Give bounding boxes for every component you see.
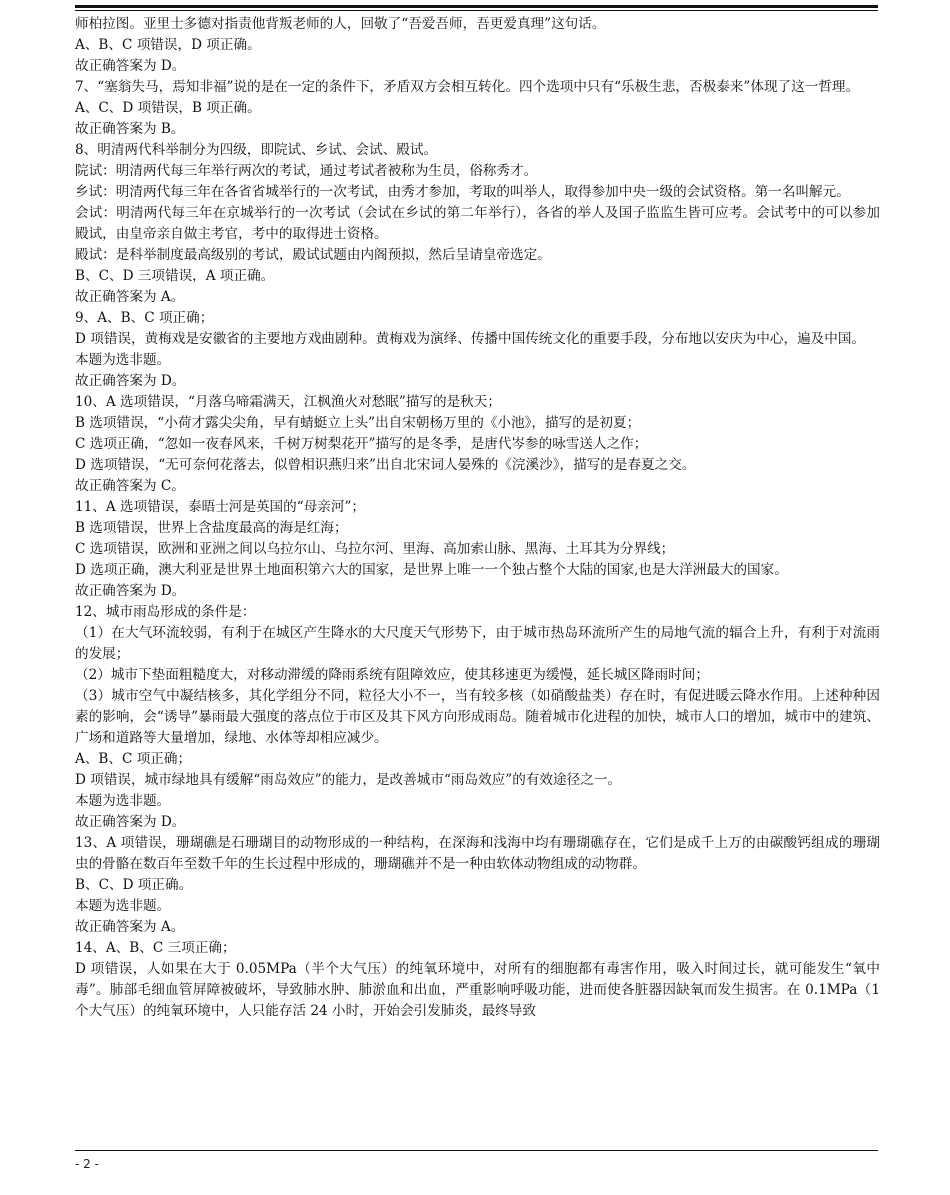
text-line: 师柏拉图。亚里士多德对指责他背叛老师的人，回敬了“吾爱吾师，吾更爱真理”这句话。 <box>75 16 606 32</box>
text-line: 本题为选非题。 <box>75 793 171 809</box>
text-line: 故正确答案为 D。 <box>75 814 186 830</box>
text-line: B、C、D 三项错误，A 项正确。 <box>75 268 275 284</box>
text-line: 故正确答案为 A。 <box>75 289 185 305</box>
text-line: A、C、D 项错误，B 项正确。 <box>75 100 261 116</box>
text-line: A、B、C 项正确； <box>75 751 192 767</box>
text-line: 院试：明清两代每三年举行两次的考试，通过考试者被称为生员，俗称秀才。 <box>75 163 538 179</box>
text-line: B、C、D 项正确。 <box>75 877 193 893</box>
text-line: 故正确答案为 B。 <box>75 121 185 137</box>
text-line: 故正确答案为 D。 <box>75 583 186 599</box>
text-line: （3）城市空气中凝结核多，其化学组分不同，粒径大小不一，当有较多核（如硝酸盐类）存在时，有促进暖云降水作用。上述种种因素的影响，会“诱导”暴雨最大强度的落点位于市区及其下风方向形成雨岛。随着城市化进程的加快，城市人口的增加，城市中的建筑、广场和道路等大量增加，绿地、水体等却相应减少。 <box>75 688 880 746</box>
text-line: 14、A、B、C 三项正确； <box>75 940 236 956</box>
text-line: 故正确答案为 D。 <box>75 373 186 389</box>
document-body <box>75 14 880 1022</box>
text-line: A、B、C 项错误，D 项正确。 <box>75 37 261 53</box>
text-line: B 选项错误，“小荷才露尖尖角，早有蜻蜓立上头”出自宋朝杨万里的《小池》，描写的是初夏； <box>75 415 641 431</box>
text-line: D 选项正确，澳大利亚是世界土地面积第六大的国家，是世界上唯一一个独占整个大陆的国家,也是大洋洲最大的国家。 <box>75 562 788 578</box>
text-line: D 项错误，城市绿地具有缓解“雨岛效应”的能力，是改善城市“雨岛效应”的有效途径之一。 <box>75 772 621 788</box>
text-line: 乡试：明清两代每三年在各省省城举行的一次考试，由秀才参加，考取的叫举人，取得参加中央一级的会试资格。第一名叫解元。 <box>75 184 850 200</box>
header-rule-thick <box>75 5 878 8</box>
text-line: 11、A 选项错误，泰晤士河是英国的“母亲河”； <box>75 499 366 515</box>
text-line: （2）城市下垫面粗糙度大，对移动滞缓的降雨系统有阻障效应，使其移速更为缓慢，延长城区降雨时间； <box>75 667 709 683</box>
text-line: 故正确答案为 A。 <box>75 919 185 935</box>
text-line: 8、明清两代科举制分为四级，即院试、乡试、会试、殿试。 <box>75 142 438 158</box>
text-line: （1）在大气环流较弱，有利于在城区产生降水的大尺度天气形势下，由于城市热岛环流所产生的局地气流的辐合上升，有利于对流雨的发展； <box>75 625 880 662</box>
text-line: D 项错误，人如果在大于 0.05MPa（半个大气压）的纯氧环境中，对所有的细胞都有毒害作用，吸入时间过长，就可能发生“氧中毒”。肺部毛细血管屏障被破坏，导致肺水肿、肺淤血和出血，严重影响呼吸功能，进而使各脏器因缺氧而发生损害。在 0.1MPa（1 个大气压）的纯氧环境中，人只能存活 24 小时，开始会引发肺炎，最终导致 <box>75 961 880 1019</box>
text-line: 7、“塞翁失马，焉知非福”说的是在一定的条件下，矛盾双方会相互转化。四个选项中只有“乐极生悲，否极泰来”体现了这一哲理。 <box>75 79 860 95</box>
text-line: 殿试：是科举制度最高级别的考试，殿试试题由内阁预拟，然后呈请皇帝选定。 <box>75 247 551 263</box>
text-line: 13、A 项错误，珊瑚礁是石珊瑚目的动物形成的一种结构，在深海和浅海中均有珊瑚礁存在，它们是成千上万的由碳酸钙组成的珊瑚虫的骨骼在数百年至数千年的生长过程中形成的，珊瑚礁并不是一种由软体动物组成的动物群。 <box>75 835 880 872</box>
text-line: 本题为选非题。 <box>75 898 171 914</box>
text-line: 故正确答案为 C。 <box>75 478 185 494</box>
footer-rule <box>75 1150 878 1151</box>
text-line: 12、城市雨岛形成的条件是： <box>75 604 256 620</box>
text-line: D 选项错误，“无可奈何花落去，似曾相识燕归来”出自北宋词人晏殊的《浣溪沙》，描写的是春夏之交。 <box>75 457 696 473</box>
text-line: 10、A 选项错误，“月落乌啼霜满天，江枫渔火对愁眠”描写的是秋天； <box>75 394 501 410</box>
text-line: B 选项错误，世界上含盐度最高的海是红海； <box>75 520 348 536</box>
text-line: 会试：明清两代每三年在京城举行的一次考试（会试在乡试的第二年举行），各省的举人及国子监监生皆可应考。会试考中的可以参加殿试，由皇帝亲自做主考官，考中的取得进士资格。 <box>75 205 880 242</box>
text-line: 9、A、B、C 项正确； <box>75 310 214 326</box>
text-line: D 项错误，黄梅戏是安徽省的主要地方戏曲剧种。黄梅戏为演绎、传播中国传统文化的重要手段，分布地以安庆为中心，遍及中国。 <box>75 331 866 347</box>
text-line: 故正确答案为 D。 <box>75 58 186 74</box>
header-rule-thin <box>75 10 878 11</box>
text-line: 本题为选非题。 <box>75 352 171 368</box>
text-line: C 选项错误，欧洲和亚洲之间以乌拉尔山、乌拉尔河、里海、高加索山脉、黑海、土耳其为分界线； <box>75 541 675 557</box>
text-line: C 选项正确，“忽如一夜春风来，千树万树梨花开”描写的是冬季，是唐代岑参的咏雪送人之作； <box>75 436 648 452</box>
page-number: - 2 - <box>75 1157 99 1171</box>
